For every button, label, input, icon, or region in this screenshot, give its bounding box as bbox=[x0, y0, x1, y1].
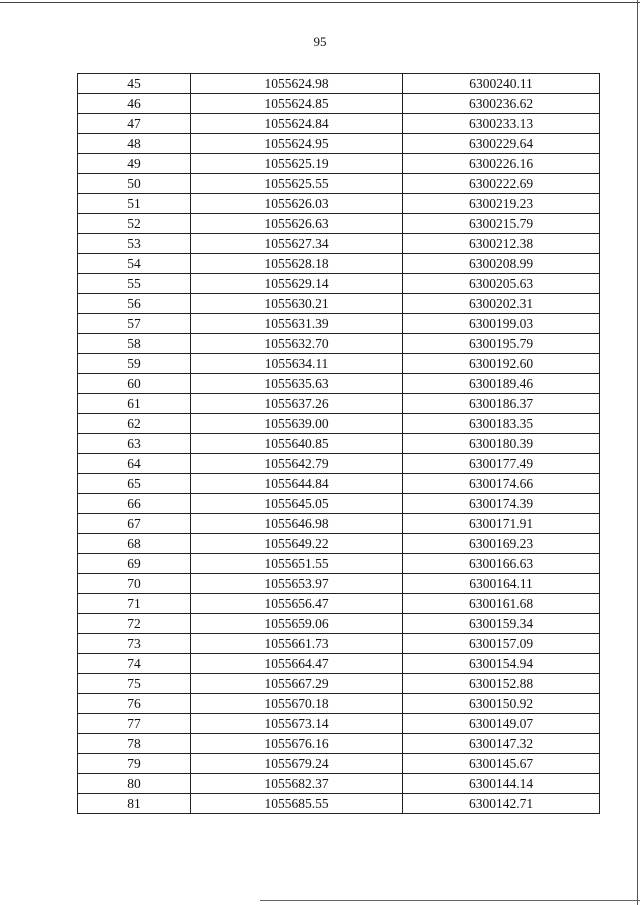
x-coordinate-cell: 1055637.26 bbox=[191, 394, 403, 414]
point-number-cell: 51 bbox=[78, 194, 191, 214]
table-row bbox=[78, 674, 600, 694]
y-coordinate-cell: 6300205.63 bbox=[403, 274, 600, 294]
y-coordinate-cell: 6300226.16 bbox=[403, 154, 600, 174]
x-coordinate-cell: 1055628.18 bbox=[191, 254, 403, 274]
x-coordinate-cell: 1055631.39 bbox=[191, 314, 403, 334]
y-coordinate-cell: 6300236.62 bbox=[403, 94, 600, 114]
y-coordinate-cell: 6300195.79 bbox=[403, 334, 600, 354]
point-number-cell: 56 bbox=[78, 294, 191, 314]
y-coordinate-cell: 6300183.35 bbox=[403, 414, 600, 434]
x-coordinate-cell: 1055679.24 bbox=[191, 754, 403, 774]
table-row bbox=[78, 294, 600, 314]
x-coordinate-cell: 1055635.63 bbox=[191, 374, 403, 394]
y-coordinate-cell: 6300186.37 bbox=[403, 394, 600, 414]
point-number-cell: 49 bbox=[78, 154, 191, 174]
table-row bbox=[78, 94, 600, 114]
x-coordinate-cell: 1055629.14 bbox=[191, 274, 403, 294]
point-number-cell: 55 bbox=[78, 274, 191, 294]
y-coordinate-cell: 6300157.09 bbox=[403, 634, 600, 654]
x-coordinate-cell: 1055626.63 bbox=[191, 214, 403, 234]
point-number-cell: 72 bbox=[78, 614, 191, 634]
y-coordinate-cell: 6300171.91 bbox=[403, 514, 600, 534]
y-coordinate-cell: 6300215.79 bbox=[403, 214, 600, 234]
table-row bbox=[78, 214, 600, 234]
point-number-cell: 71 bbox=[78, 594, 191, 614]
page-number: 95 bbox=[313, 34, 327, 49]
y-coordinate-cell: 6300212.38 bbox=[403, 234, 600, 254]
table-row bbox=[78, 594, 600, 614]
point-number-cell: 53 bbox=[78, 234, 191, 254]
x-coordinate-cell: 1055639.00 bbox=[191, 414, 403, 434]
table-row bbox=[78, 134, 600, 154]
x-coordinate-cell: 1055632.70 bbox=[191, 334, 403, 354]
y-coordinate-cell: 6300166.63 bbox=[403, 554, 600, 574]
point-number-cell: 48 bbox=[78, 134, 191, 154]
point-number-cell: 70 bbox=[78, 574, 191, 594]
point-number-cell: 74 bbox=[78, 654, 191, 674]
point-number-cell: 63 bbox=[78, 434, 191, 454]
table-row bbox=[78, 454, 600, 474]
x-coordinate-cell: 1055664.47 bbox=[191, 654, 403, 674]
point-number-cell: 68 bbox=[78, 534, 191, 554]
page-edge-right bbox=[637, 0, 638, 905]
point-number-cell: 77 bbox=[78, 714, 191, 734]
point-number-cell: 69 bbox=[78, 554, 191, 574]
table-row bbox=[78, 254, 600, 274]
coordinates-table bbox=[77, 73, 600, 814]
point-number-cell: 79 bbox=[78, 754, 191, 774]
y-coordinate-cell: 6300174.39 bbox=[403, 494, 600, 514]
x-coordinate-cell: 1055656.47 bbox=[191, 594, 403, 614]
x-coordinate-cell: 1055640.85 bbox=[191, 434, 403, 454]
y-coordinate-cell: 6300164.11 bbox=[403, 574, 600, 594]
point-number-cell: 61 bbox=[78, 394, 191, 414]
x-coordinate-cell: 1055673.14 bbox=[191, 714, 403, 734]
x-coordinate-cell: 1055642.79 bbox=[191, 454, 403, 474]
x-coordinate-cell: 1055682.37 bbox=[191, 774, 403, 794]
table-row bbox=[78, 654, 600, 674]
point-number-cell: 65 bbox=[78, 474, 191, 494]
y-coordinate-cell: 6300202.31 bbox=[403, 294, 600, 314]
point-number-cell: 57 bbox=[78, 314, 191, 334]
y-coordinate-cell: 6300192.60 bbox=[403, 354, 600, 374]
x-coordinate-cell: 1055624.85 bbox=[191, 94, 403, 114]
x-coordinate-cell: 1055626.03 bbox=[191, 194, 403, 214]
table-row bbox=[78, 494, 600, 514]
table-row bbox=[78, 614, 600, 634]
table-row bbox=[78, 354, 600, 374]
table-row bbox=[78, 754, 600, 774]
table-row bbox=[78, 394, 600, 414]
y-coordinate-cell: 6300180.39 bbox=[403, 434, 600, 454]
coordinates-table-body bbox=[78, 74, 600, 814]
y-coordinate-cell: 6300177.49 bbox=[403, 454, 600, 474]
y-coordinate-cell: 6300174.66 bbox=[403, 474, 600, 494]
x-coordinate-cell: 1055645.05 bbox=[191, 494, 403, 514]
table-row bbox=[78, 634, 600, 654]
table-row bbox=[78, 574, 600, 594]
x-coordinate-cell: 1055659.06 bbox=[191, 614, 403, 634]
table-row bbox=[78, 554, 600, 574]
x-coordinate-cell: 1055651.55 bbox=[191, 554, 403, 574]
table-row bbox=[78, 334, 600, 354]
y-coordinate-cell: 6300169.23 bbox=[403, 534, 600, 554]
y-coordinate-cell: 6300145.67 bbox=[403, 754, 600, 774]
point-number-cell: 47 bbox=[78, 114, 191, 134]
table-row bbox=[78, 794, 600, 814]
x-coordinate-cell: 1055624.84 bbox=[191, 114, 403, 134]
x-coordinate-cell: 1055670.18 bbox=[191, 694, 403, 714]
table-row bbox=[78, 734, 600, 754]
table-row bbox=[78, 174, 600, 194]
table-row bbox=[78, 114, 600, 134]
point-number-cell: 45 bbox=[78, 74, 191, 94]
point-number-cell: 62 bbox=[78, 414, 191, 434]
y-coordinate-cell: 6300199.03 bbox=[403, 314, 600, 334]
table-row bbox=[78, 714, 600, 734]
y-coordinate-cell: 6300161.68 bbox=[403, 594, 600, 614]
x-coordinate-cell: 1055644.84 bbox=[191, 474, 403, 494]
point-number-cell: 80 bbox=[78, 774, 191, 794]
page-edge-top bbox=[0, 2, 640, 3]
x-coordinate-cell: 1055625.55 bbox=[191, 174, 403, 194]
point-number-cell: 52 bbox=[78, 214, 191, 234]
x-coordinate-cell: 1055653.97 bbox=[191, 574, 403, 594]
point-number-cell: 59 bbox=[78, 354, 191, 374]
x-coordinate-cell: 1055627.34 bbox=[191, 234, 403, 254]
y-coordinate-cell: 6300147.32 bbox=[403, 734, 600, 754]
table-row bbox=[78, 314, 600, 334]
table-row bbox=[78, 194, 600, 214]
page-edge-bottom bbox=[260, 900, 640, 901]
y-coordinate-cell: 6300149.07 bbox=[403, 714, 600, 734]
table-row bbox=[78, 534, 600, 554]
point-number-cell: 75 bbox=[78, 674, 191, 694]
point-number-cell: 46 bbox=[78, 94, 191, 114]
point-number-cell: 67 bbox=[78, 514, 191, 534]
table-row bbox=[78, 514, 600, 534]
y-coordinate-cell: 6300144.14 bbox=[403, 774, 600, 794]
table-row bbox=[78, 74, 600, 94]
point-number-cell: 60 bbox=[78, 374, 191, 394]
point-number-cell: 58 bbox=[78, 334, 191, 354]
table-row bbox=[78, 234, 600, 254]
y-coordinate-cell: 6300142.71 bbox=[403, 794, 600, 814]
table-row bbox=[78, 274, 600, 294]
y-coordinate-cell: 6300159.34 bbox=[403, 614, 600, 634]
table-row bbox=[78, 694, 600, 714]
table-row bbox=[78, 474, 600, 494]
table-row bbox=[78, 154, 600, 174]
y-coordinate-cell: 6300208.99 bbox=[403, 254, 600, 274]
point-number-cell: 78 bbox=[78, 734, 191, 754]
x-coordinate-cell: 1055634.11 bbox=[191, 354, 403, 374]
point-number-cell: 73 bbox=[78, 634, 191, 654]
point-number-cell: 81 bbox=[78, 794, 191, 814]
point-number-cell: 76 bbox=[78, 694, 191, 714]
x-coordinate-cell: 1055676.16 bbox=[191, 734, 403, 754]
x-coordinate-cell: 1055646.98 bbox=[191, 514, 403, 534]
x-coordinate-cell: 1055667.29 bbox=[191, 674, 403, 694]
y-coordinate-cell: 6300229.64 bbox=[403, 134, 600, 154]
y-coordinate-cell: 6300150.92 bbox=[403, 694, 600, 714]
y-coordinate-cell: 6300222.69 bbox=[403, 174, 600, 194]
x-coordinate-cell: 1055649.22 bbox=[191, 534, 403, 554]
y-coordinate-cell: 6300233.13 bbox=[403, 114, 600, 134]
point-number-cell: 54 bbox=[78, 254, 191, 274]
table-row bbox=[78, 774, 600, 794]
y-coordinate-cell: 6300189.46 bbox=[403, 374, 600, 394]
x-coordinate-cell: 1055630.21 bbox=[191, 294, 403, 314]
table-row bbox=[78, 434, 600, 454]
table-row bbox=[78, 414, 600, 434]
table-row bbox=[78, 374, 600, 394]
point-number-cell: 50 bbox=[78, 174, 191, 194]
point-number-cell: 66 bbox=[78, 494, 191, 514]
x-coordinate-cell: 1055625.19 bbox=[191, 154, 403, 174]
y-coordinate-cell: 6300240.11 bbox=[403, 74, 600, 94]
x-coordinate-cell: 1055685.55 bbox=[191, 794, 403, 814]
y-coordinate-cell: 6300152.88 bbox=[403, 674, 600, 694]
point-number-cell: 64 bbox=[78, 454, 191, 474]
y-coordinate-cell: 6300219.23 bbox=[403, 194, 600, 214]
x-coordinate-cell: 1055661.73 bbox=[191, 634, 403, 654]
y-coordinate-cell: 6300154.94 bbox=[403, 654, 600, 674]
x-coordinate-cell: 1055624.95 bbox=[191, 134, 403, 154]
x-coordinate-cell: 1055624.98 bbox=[191, 74, 403, 94]
